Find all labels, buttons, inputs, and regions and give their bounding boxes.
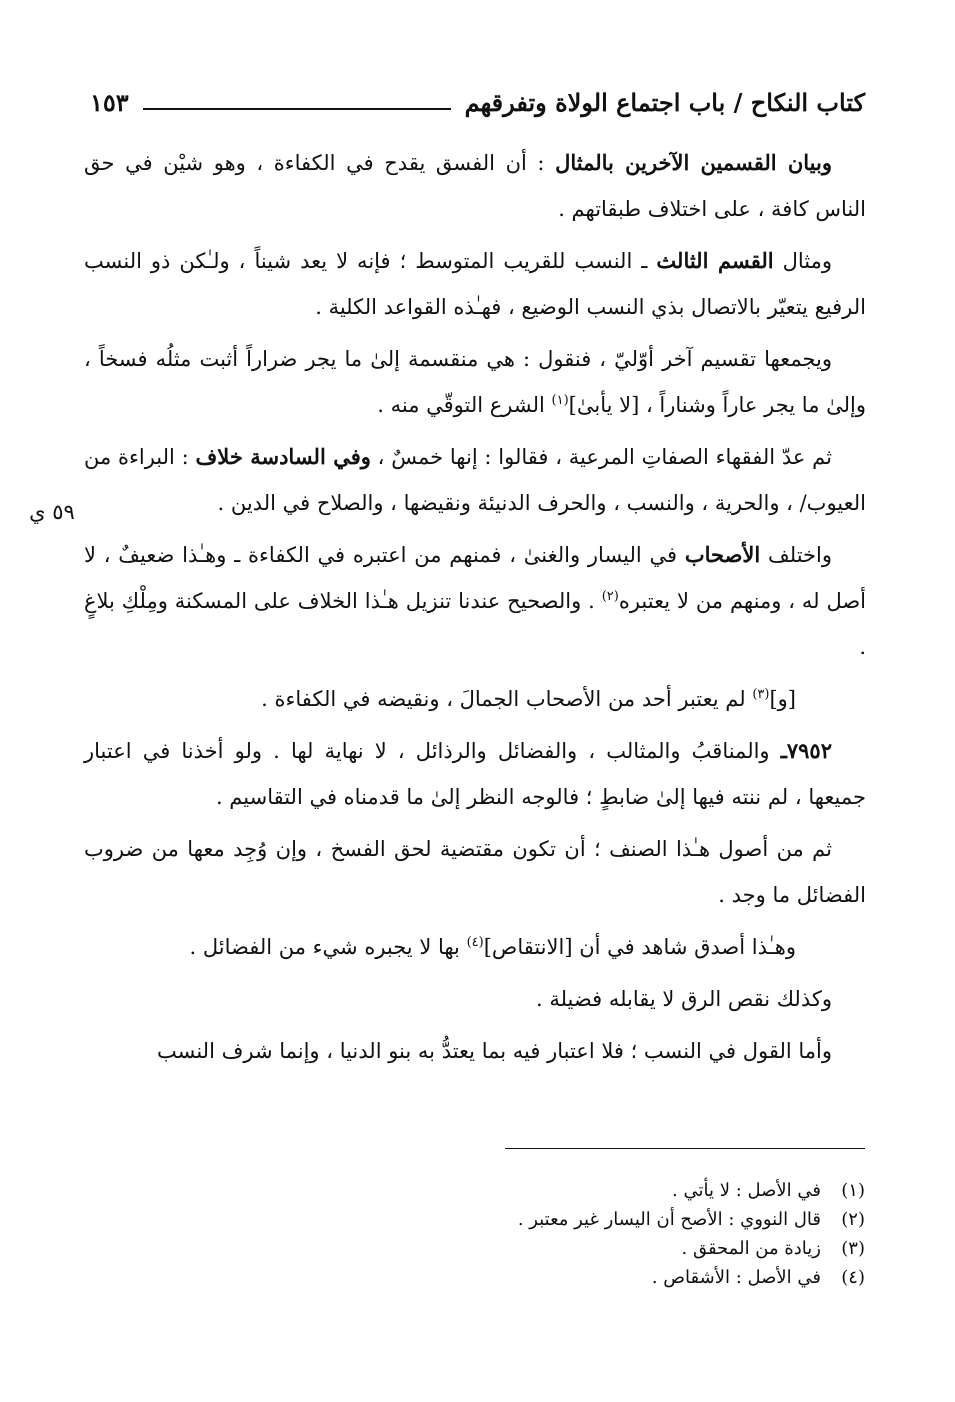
footnote-number: (٤) <box>841 1267 865 1288</box>
footnote-ref[interactable]: (٣) <box>752 687 770 702</box>
section-number: ٧٩٥٢ـ <box>780 738 832 763</box>
bold-phrase: وبيان القسمين الآخرين بالمثال <box>555 150 832 175</box>
paragraph-text: : البراءة من العيوب/ ، والحرية ، والنسب ، والحرف الدنيئة ونقيضها ، والصلاح في الدين . <box>84 445 866 515</box>
footnote-4 <box>330 1263 865 1292</box>
paragraph-text: بها لا يجبره شيء من الفضائل . <box>189 935 467 959</box>
footnotes <box>330 1176 865 1292</box>
paragraph-1 <box>84 140 866 232</box>
header-title: كتاب النكاح / باب اجتماع الولاة وتفرقهم <box>464 87 865 117</box>
paragraph-text: واختلف <box>760 543 832 567</box>
paragraph-text: وهـٰذا أصدق شاهد في أن [الانتقاص] <box>483 935 796 959</box>
paragraph-text: الشرع التوقّي منه . <box>377 393 552 417</box>
footnote-2 <box>330 1205 865 1234</box>
paragraph-text: وكذلك نقص الرق لا يقابله فضيلة . <box>536 987 832 1011</box>
paragraph-text: ومثال <box>773 249 832 273</box>
footnote-1 <box>330 1176 865 1205</box>
footnote-text: قال النووي : الأصح أن اليسار غير معتبر . <box>517 1209 821 1230</box>
footnote-number: (٣) <box>841 1238 865 1259</box>
paragraph-7 <box>84 728 866 820</box>
paragraph-11 <box>84 1028 866 1074</box>
footnote-number: (٢) <box>841 1209 865 1230</box>
footnote-text: في الأصل : الأشقاص . <box>651 1267 821 1288</box>
footnote-text: في الأصل : لا يأتي . <box>672 1180 821 1201</box>
page-number: ١٥٣ <box>90 87 129 117</box>
paragraph-text: لم يعتبر أحد من الأصحاب الجمالَ ، ونقيضه في الكفاءة . <box>261 687 753 711</box>
paragraph-2 <box>84 238 866 330</box>
main-text <box>84 140 866 1080</box>
paragraph-text: ثم عدّ الفقهاء الصفاتِ المرعية ، فقالوا : إنها خمسٌ ، <box>370 445 832 469</box>
paragraph-text: : أن الفسق يقدح في الكفاءة ، وهو شيْن في حق الناس كافة ، على اختلاف طبقاتهم . <box>84 151 866 221</box>
footnote-ref[interactable]: (٢) <box>601 589 619 604</box>
header-rule <box>143 94 451 110</box>
paragraph-text: [و] <box>769 687 796 711</box>
paragraph-10 <box>84 976 866 1022</box>
paragraph-text: . والصحيح عندنا تنزيل هـٰذا الخلاف على المسكنة ومِلْكِ بلاغٍ . <box>84 589 866 659</box>
footnote-ref[interactable]: (٤) <box>466 935 484 950</box>
paragraph-text: ـ النسب للقريب المتوسط ؛ فإنه لا يعد شيناً ، ولـٰكن ذو النسب الرفيع يتعيّر بالاتصال بذي النسب الوضيع ، فهـٰذه القواعد الكلية . <box>84 249 866 319</box>
footnote-separator <box>505 1148 865 1149</box>
paragraph-text: وأما القول في النسب ؛ فلا اعتبار فيه بما يعتدُّ به بنو الدنيا ، وإنما شرف النسب <box>156 1039 832 1063</box>
paragraph-4 <box>84 434 866 526</box>
paragraph-3 <box>84 336 866 428</box>
bold-phrase: القسم الثالث <box>656 248 774 273</box>
bold-phrase: الأصحاب <box>684 542 761 567</box>
paragraph-5 <box>84 532 866 670</box>
paragraph-8 <box>84 826 866 918</box>
paragraph-6 <box>84 676 866 722</box>
footnote-text: زيادة من المحقق . <box>681 1238 821 1259</box>
paragraph-text: ويجمعها تقسيم آخر أوّليّ ، فنقول : هي منقسمة إلىٰ ما يجر ضراراً أثبت مثلُه فسخاً ، وإلىٰ ما يجر عاراً وشناراً ، [لا يأبىٰ] <box>84 347 866 417</box>
paragraph-text: ثم من أصول هـٰذا الصنف ؛ أن تكون مقتضية لحق الفسخ ، وإن وُجِد معها من ضروب الفضائل ما وجد . <box>84 837 866 907</box>
footnote-number: (١) <box>841 1180 865 1201</box>
bold-phrase: وفي السادسة خلاف <box>195 444 371 469</box>
paragraph-9 <box>84 924 866 970</box>
footnote-3 <box>330 1234 865 1263</box>
footnote-ref[interactable]: (١) <box>551 393 569 408</box>
paragraph-text: والمناقبُ والمثالب ، والفضائل والرذائل ، لا نهاية لها . ولو أخذنا في اعتبار جميعها ، لم ننته فيها إلىٰ ضابطٍ ؛ فالوجه النظر إلىٰ ما قدمناه في التقاسيم . <box>84 739 866 809</box>
margin-folio-note: ٥٩ ي <box>29 500 75 524</box>
paragraph-text: في اليسار والغنىٰ ، فمنهم من اعتبره في الكفاءة ـ وهـٰذا ضعيفٌ ، لا أصل له ، ومنهم من لا يعتبره <box>84 543 867 613</box>
running-header <box>90 82 865 122</box>
